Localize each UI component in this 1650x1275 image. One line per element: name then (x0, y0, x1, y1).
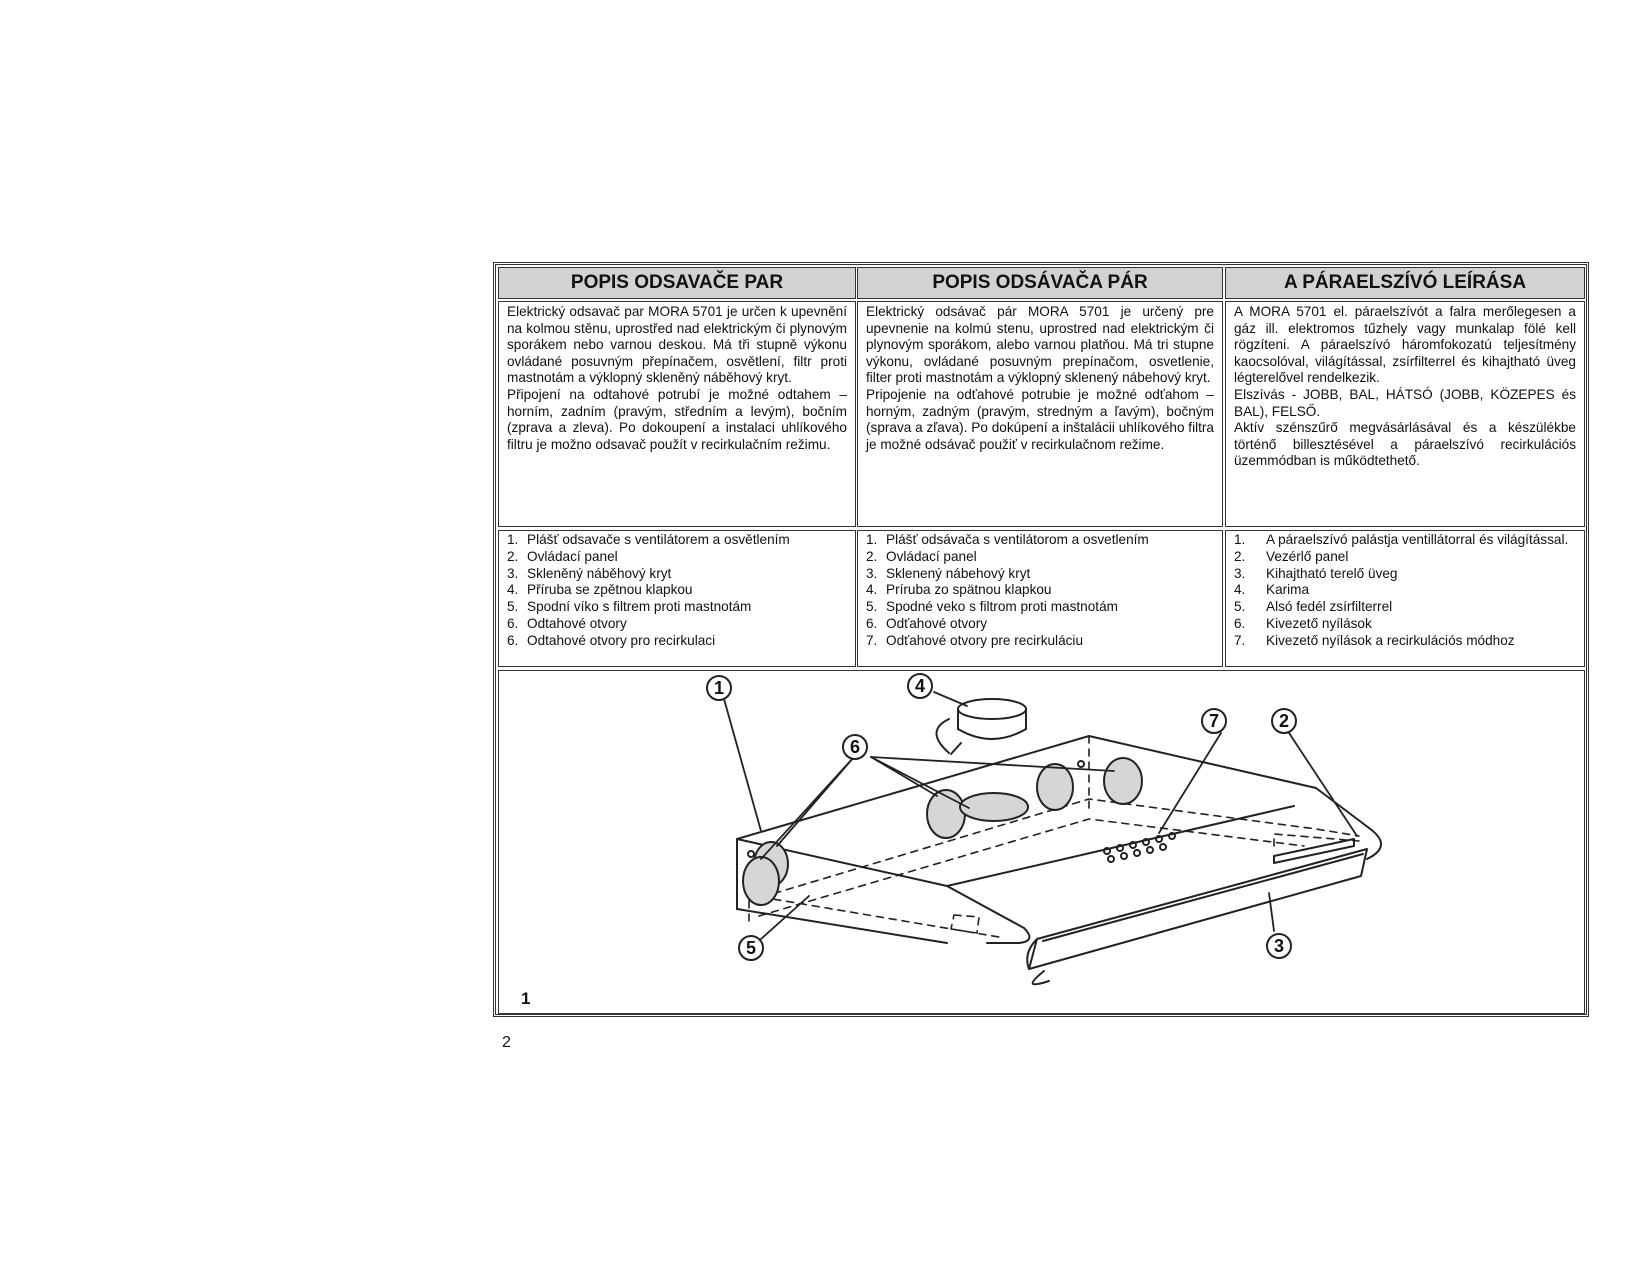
item-number: 1. (1234, 532, 1246, 547)
callout-label-4: 4 (914, 676, 926, 696)
item-number: 6. (1234, 615, 1246, 631)
parts-list-item (1234, 532, 1576, 549)
heading-hu: A PÁRAELSZÍVÓ LEÍRÁSA (1225, 267, 1585, 299)
parts-list-item (866, 549, 1214, 566)
item-text: Spodní víko s filtrem proti mastnotám (527, 599, 752, 615)
parts-list-item (507, 599, 847, 616)
tilt-arrow (1033, 971, 1049, 984)
item-text: Odtahové otvory pro recirkulaci (527, 632, 716, 648)
parts-list-item (507, 616, 847, 633)
item-number: 2. (507, 548, 519, 564)
parts-list-item (1234, 566, 1576, 583)
flange (958, 699, 1026, 739)
item-number: 4. (1234, 582, 1246, 598)
item-text: Vezérlő panel (1266, 548, 1349, 564)
callout-label-5: 5 (745, 938, 757, 958)
item-number: 2. (866, 548, 878, 564)
heading-cz: POPIS ODSAVAČE PAR (498, 267, 856, 299)
item-number: 4. (866, 582, 878, 598)
item-number: 5. (866, 599, 878, 615)
document-table (493, 262, 1589, 1017)
item-text: Príruba zo spätnou klapkou (886, 582, 1052, 598)
item-number: 7. (1234, 632, 1246, 648)
item-number: 3. (866, 565, 878, 581)
item-text: Příruba se zpětnou klapkou (527, 582, 693, 598)
item-text: Plášť odsávača s ventilátorom a osvetlením (886, 532, 1149, 547)
item-text: Odtahové otvory (527, 615, 627, 631)
parts-list-cz (498, 530, 856, 667)
item-number: 7. (866, 632, 878, 648)
parts-list-item (507, 566, 847, 583)
callout-label-7: 7 (1208, 711, 1220, 731)
item-text: Ovládací panel (886, 548, 977, 564)
description-sk: Elektrický odsávač pár MORA 5701 je určený pre upevnenie na kolmú stenu, uprostred nad elektrickým či plynovým sporákom, alebo varnou platňou. Má tri stupne výkonu, ovládané posuvným prepínačom, osvetlenie, filter proti mastnotám a výklopný sklenený nábehový kryt. Pripojenie na odťahové potrubie je možné odťahom – horným, zadným (pravým, stredným a ľavým), bočným (sprava a zľava). Po dokúpení a inštalácii uhlíkového filtra je možné odsávač použiť v recirkulačnom režime. (857, 301, 1223, 527)
item-number: 3. (1234, 565, 1246, 581)
item-text: Sklenený nábehový kryt (886, 565, 1031, 581)
range-hood-diagram (499, 671, 1584, 1013)
item-text: Kivezető nyílások (1266, 615, 1372, 631)
parts-list-hu (1225, 530, 1585, 667)
parts-list-item (866, 599, 1214, 616)
figure-number: 1 (521, 989, 531, 1008)
item-text: Plášť odsavače s ventilátorem a osvětlením (527, 532, 790, 547)
parts-list-item (866, 532, 1214, 549)
glass-deflector (1027, 849, 1367, 969)
parts-list-item (507, 582, 847, 599)
parts-list-item (866, 582, 1214, 599)
item-number: 5. (1234, 599, 1246, 615)
item-text: Ovládací panel (527, 548, 618, 564)
item-number: 6. (507, 632, 519, 648)
item-number: 2. (1234, 548, 1246, 564)
parts-list-item (507, 549, 847, 566)
page-number: 2 (502, 1034, 511, 1051)
heading-sk: POPIS ODSÁVAČA PÁR (857, 267, 1223, 299)
item-text: A páraelszívó palástja ventillátorral és világítással. (1266, 532, 1569, 547)
item-number: 1. (507, 532, 519, 547)
parts-list-item (1234, 599, 1576, 616)
item-text: Alsó fedél zsírfilterrel (1266, 599, 1393, 615)
callout-label-3: 3 (1273, 936, 1285, 956)
item-number: 1. (866, 532, 878, 547)
parts-list-item (1234, 549, 1576, 566)
item-text: Odťahové otvory pre recirkuláciu (886, 632, 1084, 648)
parts-list-item (507, 532, 847, 549)
item-text: Kihajtható terelő üveg (1266, 565, 1398, 581)
item-number: 6. (507, 615, 519, 631)
item-text: Odťahové otvory (886, 615, 988, 631)
parts-list-item (1234, 616, 1576, 633)
callout-label-6: 6 (849, 737, 861, 757)
description-cz: Elektrický odsavač par MORA 5701 je určen k upevnění na kolmou stěnu, uprostřed nad elektrickým či plynovým sporákem nebo varnou deskou. Má tři stupně výkonu ovládané posuvným přepínačem, osvětlení, filtr proti mastnotám a výklopný skleněný náběhový kryt. Připojení na odtahové potrubí je možné odtahem – horním, zadním (pravým, středním a levým), bočním (zprava a zleva). Po dokoupení a instalaci uhlíkového filtru je možno odsavač použít v recirkulačním režimu. (498, 301, 856, 527)
parts-list-item (866, 566, 1214, 583)
item-text: Skleněný náběhový kryt (527, 565, 672, 581)
item-number: 3. (507, 565, 519, 581)
item-number: 5. (507, 599, 519, 615)
item-number: 6. (866, 615, 878, 631)
callout-label-2: 2 (1278, 711, 1290, 731)
callout-label-1: 1 (713, 678, 725, 698)
item-text: Spodné veko s filtrom proti mastnotám (886, 599, 1118, 615)
parts-list-item (866, 616, 1214, 633)
exhaust-openings (743, 758, 1142, 905)
parts-list-item (866, 633, 1214, 650)
item-number: 4. (507, 582, 519, 598)
rotate-arrow-head (951, 743, 961, 754)
item-text: Kivezető nyílások a recirkulációs módhoz (1266, 632, 1515, 648)
figure-cell (498, 670, 1585, 1014)
parts-list-sk (857, 530, 1223, 667)
description-hu: A MORA 5701 el. páraelszívót a falra merőlegesen a gáz ill. elektromos tűzhely vagy munkalap fölé kell rögzíteni. A páraelszívó háromfokozatú teljesítmény kaocsolóval, világítással, zsírfilterrel és kihajtható üveg légterelővel rendelkezik. Elszívás - JOBB, BAL, HÁTSÓ (JOBB, KÖZEPES és BAL), FELSŐ. Aktív szénszűrő megvásárlásával és a készülékbe történő billesztésével a páraelszívó recirkulációs üzemmódban is működtethető. (1225, 301, 1585, 527)
parts-list-item (507, 633, 847, 650)
rotate-arrow (937, 719, 950, 753)
parts-list-item (1234, 582, 1576, 599)
parts-list-item (1234, 633, 1576, 650)
item-text: Karima (1266, 582, 1310, 598)
